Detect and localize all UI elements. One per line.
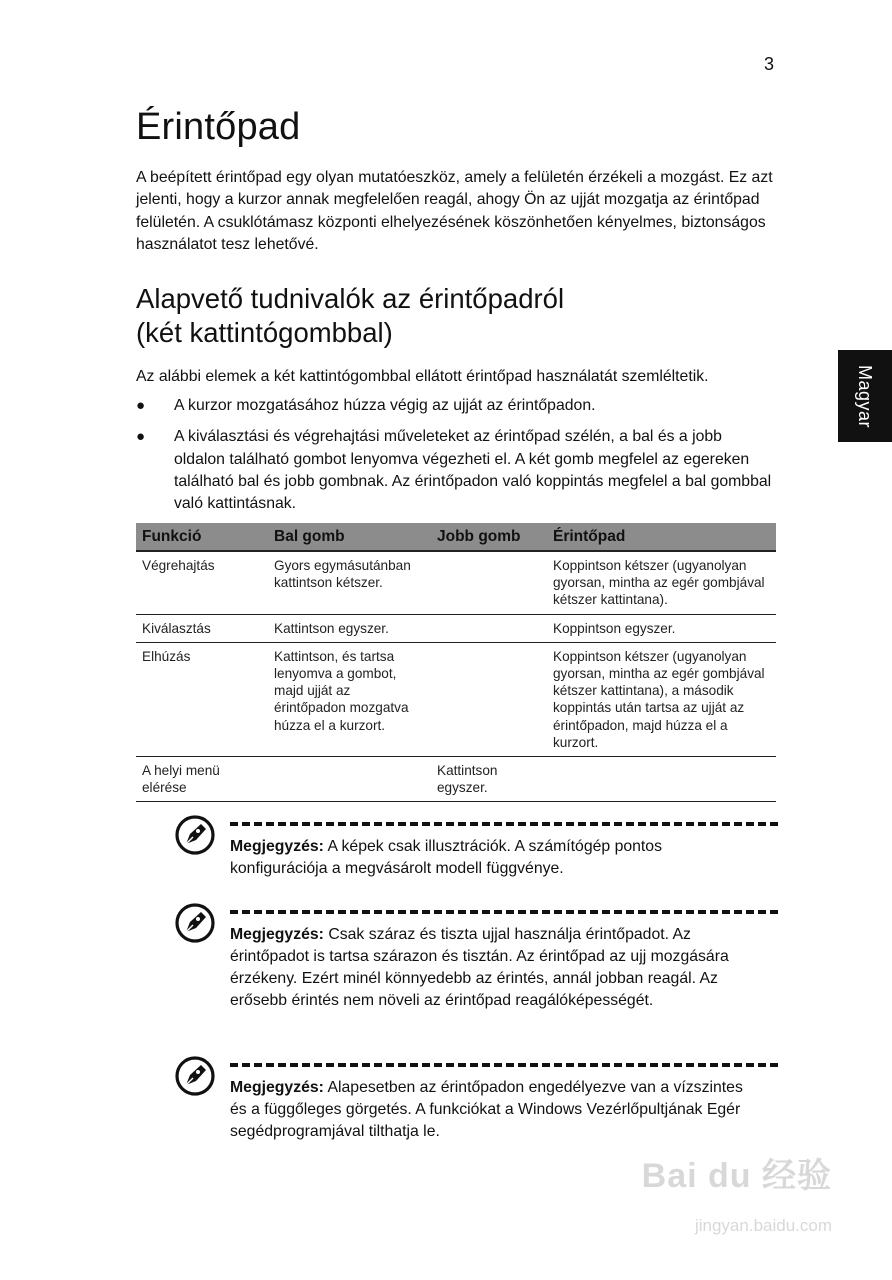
note-label: Megjegyzés:: [230, 838, 324, 855]
section-lead: Az alábbi elemek a két kattintógombbal ellátott érintőpad használatát szemléltetik.: [136, 368, 709, 385]
note-text: [230, 924, 750, 1012]
note-body: Csak száraz és tiszta ujjal használja érintőpadot. Az érintőpadot is tartsa szárazon és tisztán. Az érintőpad az ujj mozgására érzékeny. Ezért minél könnyedebb az érintés, annál jobban reagál. Az erősebb érintés nem növeli az érintőpad reagálóképességét.: [230, 926, 729, 1009]
table-cell: [431, 642, 547, 756]
table-row: [136, 757, 776, 802]
note-label: Megjegyzés:: [230, 926, 324, 943]
note-divider: [230, 822, 778, 826]
bullet-icon: ●: [136, 397, 146, 414]
note-block: [174, 814, 778, 904]
language-tab: [838, 350, 892, 442]
page-number: 3: [764, 54, 775, 74]
note-block: [174, 902, 778, 1052]
note-body: Alapesetben az érintőpadon engedélyezve van a vízszintes és a függőleges görgetés. A funkciókat a Windows Vezérlőpultjának Egér segédprogramjával tilthatja le.: [230, 1079, 743, 1140]
table-cell: Kiválasztás: [136, 614, 268, 642]
table-cell: Végrehajtás: [136, 551, 268, 614]
bullet-list: [136, 395, 776, 524]
table-cell: Kattintson egyszer.: [268, 614, 431, 642]
section-heading: [136, 282, 564, 350]
note-pen-icon: [174, 1055, 216, 1097]
table-cell: A helyi menü elérése: [136, 757, 268, 802]
watermark-url: jingyan.baidu.com: [694, 1216, 832, 1235]
table-row: [136, 551, 776, 614]
table-cell: Koppintson kétszer (ugyanolyan gyorsan, mintha az egér gombjával kétszer kattintana).: [547, 551, 776, 614]
table-row: [136, 642, 776, 756]
page-title: Érintőpad: [136, 106, 301, 148]
language-tab-label: Magyar: [855, 364, 876, 428]
table-cell: Kattintson, és tartsa lenyomva a gombot, majd ujját az érintőpadon mozgatva húzza el a kurzort.: [268, 642, 431, 756]
bullet-item: [136, 395, 776, 417]
bullet-item: [136, 426, 776, 515]
bullet-text: A kiválasztási és végrehajtási műveleteket az érintőpad szélén, a bal és a jobb oldalon található gombot lenyomva végezheti el. A két gomb megfelel az egereken található bal és jobb gombnak. Az érintőpadon való koppintás megfelel a bal gombbal való kattintásnak.: [174, 428, 772, 513]
function-table: [136, 523, 776, 802]
note-text: [230, 836, 750, 880]
note-divider: [230, 910, 778, 914]
bullet-icon: ●: [136, 428, 146, 446]
note-text: [230, 1077, 750, 1143]
table-cell: [268, 757, 431, 802]
section-heading-line2: (két kattintógombbal): [136, 317, 393, 348]
note-divider: [230, 1063, 778, 1067]
note-pen-icon: [174, 902, 216, 944]
table-cell: [431, 551, 547, 614]
watermark-logo: Bai du 经验: [641, 1157, 832, 1195]
table-cell: [547, 757, 776, 802]
note-body: A képek csak illusztrációk. A számítógép pontos konfigurációja a megvásárolt modell függvénye.: [230, 838, 662, 877]
section-heading-line1: Alapvető tudnivalók az érintőpadról: [136, 283, 565, 314]
table-header-row: [136, 523, 776, 551]
table-header: Jobb gomb: [431, 523, 547, 551]
bullet-text: A kurzor mozgatásához húzza végig az ujját az érintőpadon.: [174, 397, 596, 414]
table-header: Bal gomb: [268, 523, 431, 551]
table-header: Érintőpad: [547, 523, 776, 551]
note-label: Megjegyzés:: [230, 1079, 324, 1096]
table-cell: Koppintson kétszer (ugyanolyan gyorsan, mintha az egér gombjával kétszer kattintana), a második koppintás után tartsa az ujját az érintőpadon, majd húzza el a kurzort.: [547, 642, 776, 756]
table-cell: Gyors egymásutánban kattintson kétszer.: [268, 551, 431, 614]
table-cell: [431, 614, 547, 642]
table-cell: Elhúzás: [136, 642, 268, 756]
note-pen-icon: [174, 814, 216, 856]
intro-paragraph: A beépített érintőpad egy olyan mutatóeszköz, amely a felületén érzékeli a mozgást. Ez azt jelenti, hogy a kurzor annak megfelelően reagál, ahogy Ön az ujját mozgatja az érintőpad felületén. A csuklótámasz központi elhelyezésének köszönhetően kényelmes, biztonságos használatot tesz lehetővé.: [136, 169, 773, 254]
table-header: Funkció: [136, 523, 268, 551]
table-cell: Kattintson egyszer.: [431, 757, 547, 802]
table-row: [136, 614, 776, 642]
table-cell: Koppintson egyszer.: [547, 614, 776, 642]
